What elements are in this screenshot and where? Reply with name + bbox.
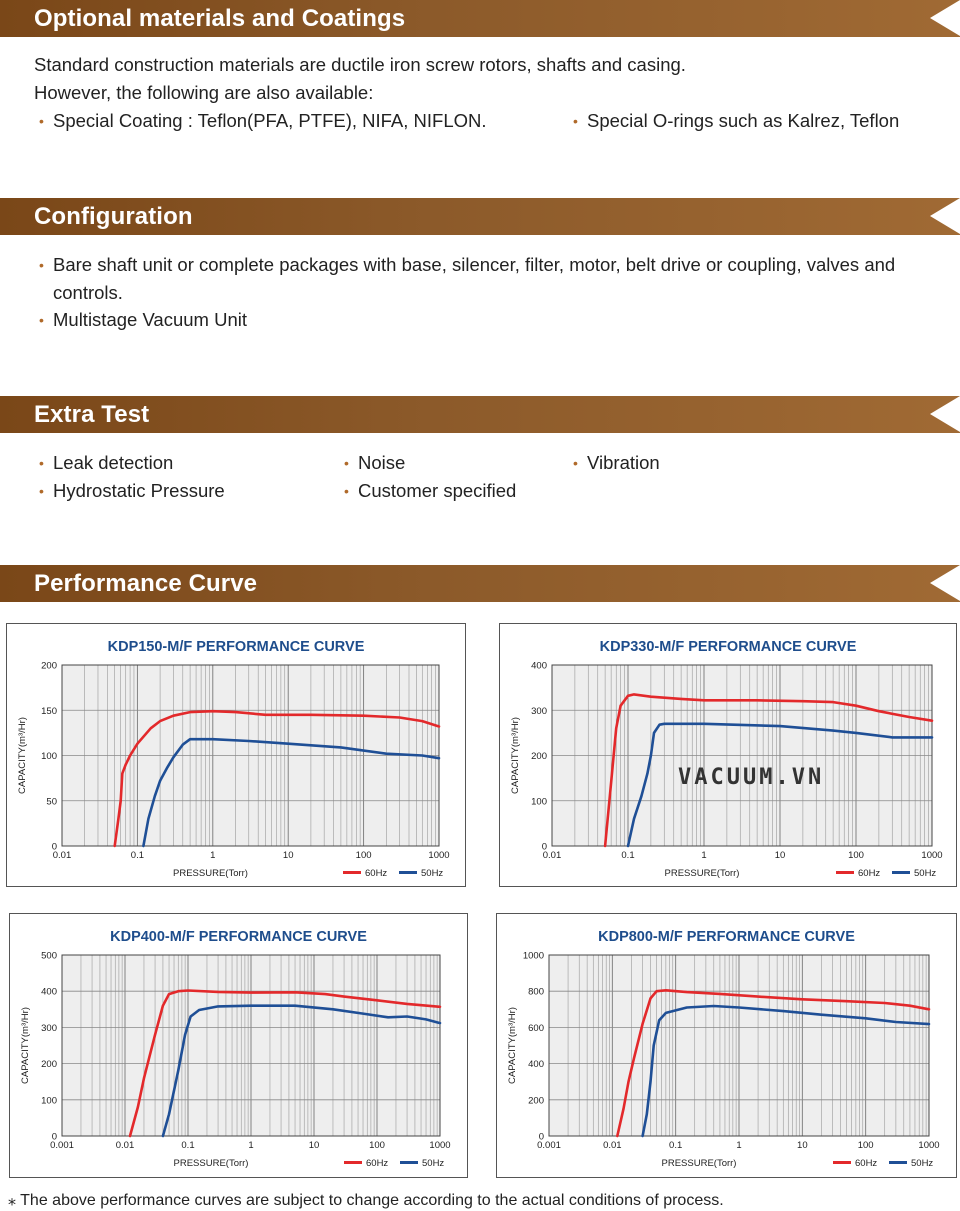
x-tick-label: 100 (355, 850, 372, 861)
y-tick-label: 1000 (522, 950, 544, 962)
bullet-icon: • (39, 257, 44, 273)
y-axis-label: CAPACITY(m³/Hr) (17, 717, 28, 794)
x-tick-label: 100 (857, 1140, 874, 1151)
chart-svg (10, 914, 467, 1177)
legend-label: 50Hz (911, 1158, 934, 1169)
list-item: • Hydrostatic Pressure (53, 477, 225, 505)
x-tick-label: 100 (369, 1140, 385, 1151)
y-tick-label: 0 (51, 841, 57, 853)
section-header-materials (0, 0, 960, 37)
x-tick-label: 10 (774, 850, 786, 861)
list-item: • Noise (358, 449, 405, 477)
y-tick-label: 400 (531, 660, 547, 672)
y-tick-label: 0 (541, 841, 547, 853)
watermark: VACUUM.VN (678, 765, 825, 790)
list-item: • Leak detection (53, 449, 173, 477)
x-tick-label: 1000 (429, 1140, 451, 1151)
legend-label: 60Hz (855, 1158, 878, 1169)
x-tick-label: 0.1 (181, 1140, 195, 1151)
x-tick-label: 10 (308, 1140, 320, 1151)
y-tick-label: 100 (531, 796, 547, 808)
section-header-configuration (0, 198, 960, 235)
x-axis-label: PRESSURE(Torr) (173, 1158, 249, 1169)
bullet-icon: • (39, 455, 44, 471)
y-tick-label: 200 (531, 751, 547, 762)
chart-svg (500, 624, 956, 886)
x-tick-label: 0.1 (669, 1140, 683, 1151)
legend-label: 60Hz (366, 1158, 389, 1169)
x-tick-label: 0.01 (542, 850, 562, 861)
x-tick-label: 0.01 (115, 1140, 135, 1151)
section-title: Configuration (34, 203, 193, 230)
materials-text-2: However, the following are also available: (34, 82, 374, 103)
bullet-icon: • (39, 113, 44, 129)
x-axis-label: PRESSURE(Torr) (661, 1158, 737, 1169)
y-tick-label: 600 (528, 1022, 544, 1034)
y-axis-label: CAPACITY(m³/Hr) (507, 1007, 518, 1084)
header-notch (930, 396, 960, 432)
list-item: • Multistage Vacuum Unit (53, 306, 247, 334)
y-tick-label: 200 (528, 1095, 544, 1107)
x-tick-label: 1 (210, 850, 216, 861)
list-item: • Vibration (587, 449, 660, 477)
legend-label: 60Hz (858, 868, 881, 879)
section-title: Performance Curve (34, 570, 258, 597)
header-notch (930, 198, 960, 234)
legend-label: 60Hz (365, 868, 388, 879)
y-tick-label: 100 (41, 1095, 57, 1107)
y-tick-label: 50 (46, 796, 57, 808)
chart-kdp330 (499, 623, 957, 887)
x-tick-label: 0.1 (621, 850, 635, 861)
x-axis-label: PRESSURE(Torr) (664, 868, 740, 879)
chart-kdp800 (496, 913, 957, 1178)
list-item: • Special Coating : Teflon(PFA, PTFE), NIFA, NIFLON. (53, 107, 487, 135)
header-notch (930, 565, 960, 601)
y-axis-label: CAPACITY(m³/Hr) (20, 1007, 31, 1084)
x-tick-label: 1000 (428, 850, 450, 861)
list-item-continued: controls. (53, 282, 123, 303)
y-tick-label: 0 (538, 1131, 544, 1143)
bullet-icon: • (573, 455, 578, 471)
y-tick-label: 400 (528, 1059, 544, 1071)
bullet-icon: • (39, 483, 44, 499)
list-item: • Customer specified (358, 477, 516, 505)
x-tick-label: 1 (701, 850, 707, 861)
chart-title: KDP800-M/F PERFORMANCE CURVE (598, 929, 855, 945)
x-tick-label: 1 (248, 1140, 254, 1151)
bullet-icon: • (344, 455, 349, 471)
x-tick-label: 0.001 (537, 1140, 561, 1151)
y-tick-label: 500 (41, 950, 57, 962)
chart-title: KDP150-M/F PERFORMANCE CURVE (107, 639, 365, 655)
x-tick-label: 0.01 (603, 1140, 622, 1151)
x-tick-label: 1 (736, 1140, 742, 1151)
legend-label: 50Hz (914, 868, 937, 879)
y-tick-label: 0 (51, 1131, 57, 1143)
y-tick-label: 400 (41, 986, 57, 998)
y-axis-label: CAPACITY(m³/Hr) (510, 717, 521, 794)
y-tick-label: 300 (531, 705, 547, 717)
section-header-performance (0, 565, 960, 602)
bullet-icon: • (573, 113, 578, 129)
chart-svg (497, 914, 956, 1177)
bullet-icon: • (344, 483, 349, 499)
list-item: • Special O-rings such as Kalrez, Teflon (587, 107, 899, 135)
x-axis-label: PRESSURE(Torr) (173, 868, 248, 879)
x-tick-label: 1000 (918, 1140, 940, 1151)
x-tick-label: 0.001 (50, 1140, 74, 1151)
x-tick-label: 1000 (921, 850, 943, 861)
section-header-extra-test (0, 396, 960, 433)
chart-kdp400 (9, 913, 468, 1178)
y-tick-label: 300 (41, 1022, 57, 1034)
header-notch (930, 0, 960, 36)
chart-title: KDP330-M/F PERFORMANCE CURVE (599, 639, 857, 655)
bullet-icon: • (39, 312, 44, 328)
x-tick-label: 10 (797, 1140, 808, 1151)
y-tick-label: 200 (41, 1059, 57, 1071)
x-tick-label: 10 (282, 850, 294, 861)
chart-kdp150 (6, 623, 466, 887)
y-tick-label: 200 (41, 660, 57, 672)
x-tick-label: 0.01 (52, 850, 72, 861)
x-tick-label: 0.1 (130, 850, 145, 861)
section-title: Extra Test (34, 401, 150, 428)
x-tick-label: 100 (848, 850, 864, 861)
section-title: Optional materials and Coatings (34, 5, 406, 32)
footnote: ⁎ The above performance curves are subject to change according to the actual conditions of process. (8, 1192, 724, 1209)
chart-svg (7, 624, 465, 886)
chart-title: KDP400-M/F PERFORMANCE CURVE (110, 929, 367, 945)
y-tick-label: 800 (528, 986, 544, 998)
legend-label: 50Hz (421, 868, 444, 879)
list-item: • Bare shaft unit or complete packages with base, silencer, filter, motor, belt drive or coupling, valves and (53, 251, 895, 279)
y-tick-label: 150 (41, 705, 57, 717)
legend-label: 50Hz (422, 1158, 445, 1169)
y-tick-label: 100 (41, 751, 57, 762)
materials-text-1: Standard construction materials are ductile iron screw rotors, shafts and casing. (34, 54, 686, 75)
